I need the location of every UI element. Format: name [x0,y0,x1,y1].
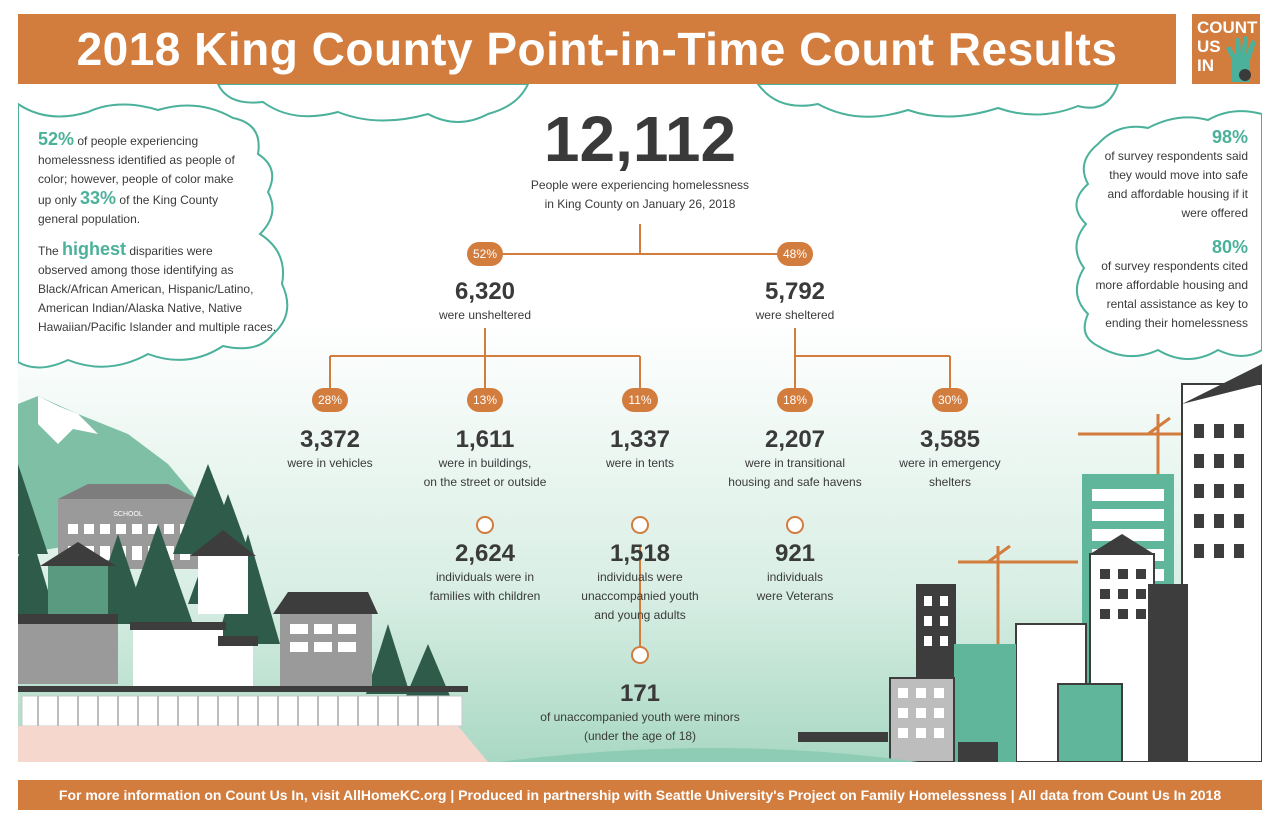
illustration-scene [18,84,1262,762]
survey-stat-98: 98% of survey respondents said they would move into safe and affordable housing if it were offered [1078,128,1248,223]
youth-stat: 1,518 individuals were unaccompanied youth and young adults [581,540,699,622]
sheltered-label: were sheltered [755,308,835,322]
seal-icon [1239,69,1251,81]
ring-marker-veterans [786,516,804,534]
race-disparity-text: 52% of people experiencing homelessness identified as people of color; however, people of color make up only 33% of the King County general population. [38,129,235,226]
pct-badge-vehicles: 28% [312,388,348,412]
pct-badge-unsheltered: 52% [467,242,503,266]
header-banner [18,14,1176,84]
veterans-stat: 921 individuals were Veterans [756,540,834,603]
families-stat: 2,624 individuals were in families with children [429,540,541,603]
ring-marker-families [476,516,494,534]
pct-badge-transitional: 18% [777,388,813,412]
ring-marker-youth [631,516,649,534]
sheltered-count: 5,792 [764,278,826,305]
pct-general-population: 33% [80,188,117,208]
school-sign: SCHOOL [113,511,143,518]
minors-stat: 171 of unaccompanied youth were minors (under the age of 18) [540,680,740,743]
transitional-stat: 2,207 were in transitional housing and safe havens [728,426,862,489]
page-title: 2018 King County Point-in-Time Count Results [76,23,1118,75]
pct-people-of-color: 52% [38,129,75,149]
ring-marker-minors [631,646,649,664]
total-description: People were experiencing homelessness in King County on January 26, 2018 [530,178,750,211]
total-count: 12,112 [543,103,737,175]
logo-text: COUNT US IN [1197,18,1258,75]
count-us-in-logo [1192,14,1260,84]
tents-stat: 1,337 were in tents [605,426,675,470]
pct-badge-tents: 11% [622,388,658,412]
buildings-stat: 1,611 were in buildings, on the street or outside [423,426,547,489]
unsheltered-count: 6,320 [454,278,516,305]
highest-word: highest [62,239,127,259]
emergency-stat: 3,585 were in emergency shelters [899,426,1001,489]
vehicles-stat: 3,372 were in vehicles [287,426,373,470]
pct-80: 80% [1211,237,1248,257]
footer-banner: For more information on Count Us In, visit AllHomeKC.org | Produced in partnership with Seattle University's Project on Family Homelessness | All data from Count Us In 2018 [18,780,1262,810]
pct-badge-buildings: 13% [467,388,503,412]
pct-98: 98% [1211,127,1248,147]
unsheltered-label: were unsheltered [438,308,532,322]
pct-badge-emergency: 30% [932,388,968,412]
highest-disparities-text: The highest disparities were observed among those identifying as Black/African American, Hispanic/Latino, American Indian/Alaska Native, Native Hawaiian/Pacific Islander and multiple races. [38,239,277,334]
pct-badge-sheltered: 48% [777,242,813,266]
survey-stat-80: 80% of survey respondents cited more affordable housing and rental assistance as key to ending their homelessness [1078,238,1248,333]
